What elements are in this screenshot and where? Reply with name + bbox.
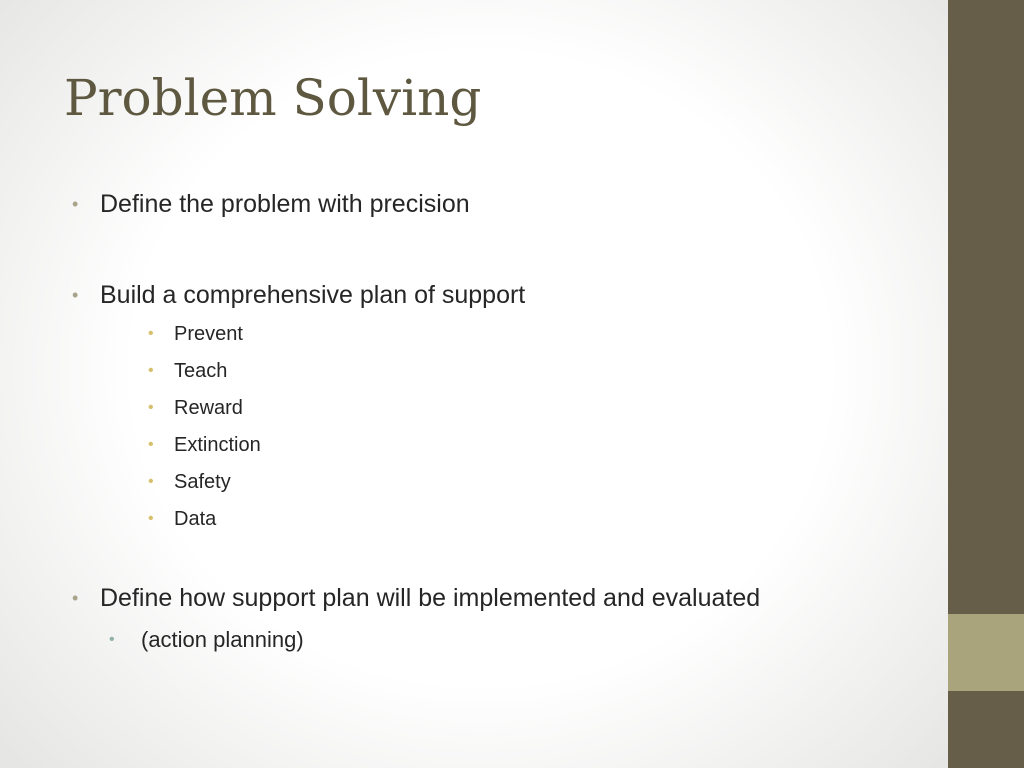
sub-bullet-text: Teach [174,360,228,382]
bullet-item-build-plan [72,280,526,310]
bullet-item-define-problem [72,189,470,219]
sub-bullet-text: (action planning) [141,627,304,652]
sub-bullet-item-safety [148,470,231,494]
sub-bullet-text: Prevent [174,323,243,345]
sub-bullet-item-teach [148,359,228,383]
bullet-text: Define how support plan will be implemented and evaluated [100,584,761,612]
bullet-icon: • [72,588,79,608]
bullet-text: Define the problem with precision [100,190,470,218]
slide-title: Problem Solving [64,69,482,127]
sub-bullet-text: Extinction [174,434,261,456]
bullet-icon: • [148,473,154,490]
sidebar-accent-block [948,614,1024,691]
bullet-icon: • [148,510,154,527]
sub-bullet-item-reward [148,396,243,420]
bullet-icon: • [148,399,154,416]
bullet-icon: • [109,631,115,648]
sub-bullet-item-action-planning [109,627,304,653]
sub-bullet-item-extinction [148,433,261,457]
sub-bullet-text: Safety [174,471,231,493]
bullet-icon: • [148,325,154,342]
bullet-text: Build a comprehensive plan of support [100,281,526,309]
bullet-icon: • [148,362,154,379]
bullet-icon: • [72,194,79,214]
sub-bullet-text: Data [174,508,217,530]
sub-bullet-item-data [148,507,217,531]
bullet-icon: • [72,285,79,305]
bullet-item-define-implementation [72,583,761,613]
sub-bullet-item-prevent [148,322,243,346]
sub-bullet-text: Reward [174,397,243,419]
bullet-icon: • [148,436,154,453]
